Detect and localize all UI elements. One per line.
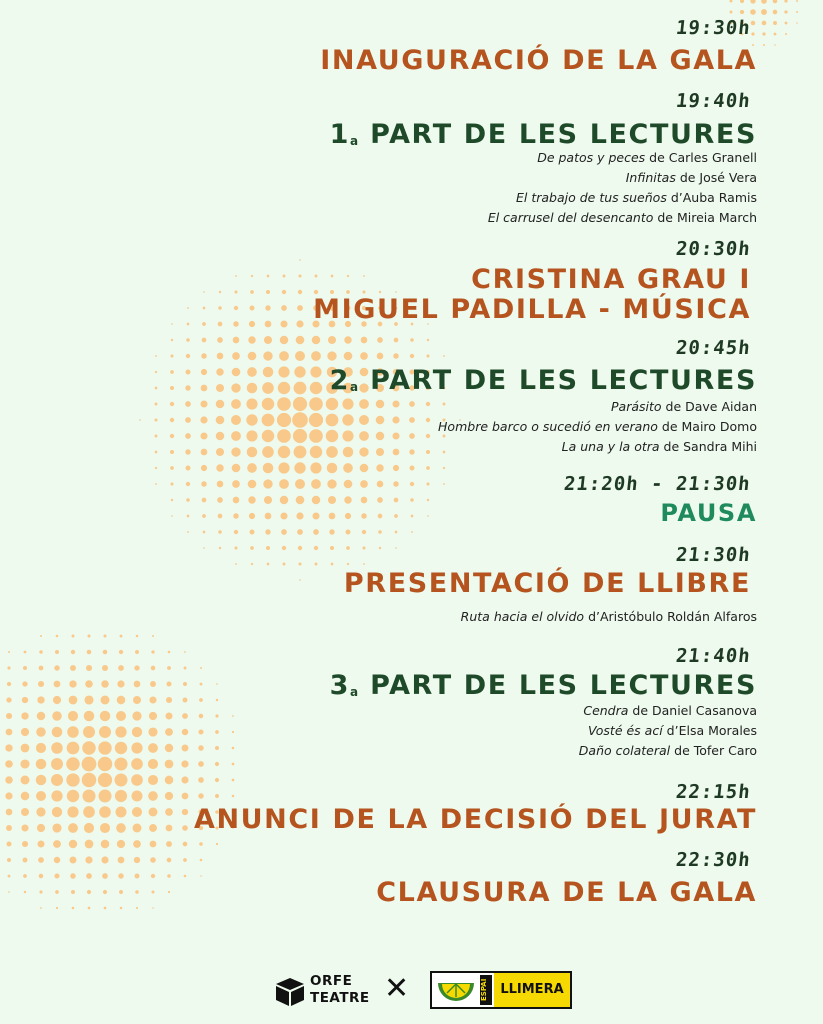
llimera-text: LLIMERA [494, 973, 570, 1007]
reading-item [461, 607, 757, 627]
heading-musica-line2: MIGUEL PADILLA - MÚSICA [313, 294, 751, 325]
reading-title: Parásito [611, 399, 662, 414]
reading-author: de Sandra Mihi [659, 439, 757, 454]
part-title: PART DE LES LECTURES [370, 119, 757, 150]
reading-title: Hombre barco o sucedió en verano [438, 419, 658, 434]
time-label: 21:20h - 21:30h [563, 473, 753, 495]
box-icon [273, 975, 307, 1009]
reading-author: d’Auba Ramis [666, 190, 757, 205]
time-label: 22:15h [675, 781, 753, 803]
reading-item [579, 721, 757, 741]
espai-text: ESPAI [480, 975, 492, 1005]
orfe-teatre-logo [310, 973, 370, 1007]
reading-title: Cendra [583, 703, 629, 718]
part-suffix: a [350, 685, 359, 699]
part-suffix: a [350, 380, 359, 394]
reading-author: de Tofer Caro [670, 743, 757, 758]
heading-pausa: PAUSA [660, 499, 757, 527]
reading-author: de Daniel Casanova [628, 703, 757, 718]
readings-list-3 [579, 701, 757, 761]
reading-item [488, 188, 757, 208]
reading-item [488, 148, 757, 168]
lemon-icon [434, 975, 478, 1005]
time-label: 19:40h [675, 90, 753, 112]
time-label: 20:45h [675, 337, 753, 359]
reading-title: De patos y peces [537, 150, 646, 165]
reading-item [488, 168, 757, 188]
readings-list-1 [488, 148, 757, 228]
reading-item [438, 437, 757, 457]
readings-list-book [461, 607, 757, 627]
reading-item [579, 741, 757, 761]
part-suffix: a [350, 134, 359, 148]
reading-item [488, 208, 757, 228]
reading-author: d’Elsa Morales [662, 723, 757, 738]
teatre-text: TEATRE [310, 990, 370, 1006]
reading-item [438, 417, 757, 437]
reading-author: de Mireia March [653, 210, 757, 225]
time-label: 22:30h [675, 849, 753, 871]
reading-title: El trabajo de tus sueños [515, 190, 667, 205]
espai-llimera-logo [430, 971, 572, 1009]
heading-part-2 [330, 367, 757, 394]
part-title: PART DE LES LECTURES [370, 365, 757, 396]
footer-logos [0, 965, 823, 1015]
time-label: 20:30h [675, 238, 753, 260]
reading-title: El carrusel del desencanto [487, 210, 654, 225]
heading-anunci: ANUNCI DE LA DECISIÓ DEL JURAT [193, 804, 757, 835]
part-number: 3 [329, 670, 351, 701]
part-title: PART DE LES LECTURES [370, 670, 757, 701]
reading-item [438, 397, 757, 417]
reading-author: d’Aristóbulo Roldán Alfaros [584, 609, 757, 624]
part-number: 2 [329, 365, 351, 396]
reading-author: de Dave Aidan [661, 399, 757, 414]
heading-part-3 [330, 672, 757, 699]
heading-presentacio: PRESENTACIÓ DE LLIBRE [343, 568, 751, 599]
orfe-text: ORFE [310, 973, 353, 989]
reading-item [579, 701, 757, 721]
time-label: 19:30h [675, 17, 753, 39]
heading-inauguracio: INAUGURACIÓ DE LA GALA [320, 45, 757, 76]
reading-author: de José Vera [675, 170, 757, 185]
time-label: 21:30h [675, 544, 753, 566]
reading-author: de Mairo Domo [657, 419, 757, 434]
readings-list-2 [438, 397, 757, 457]
reading-title: Daño colateral [578, 743, 671, 758]
time-label: 21:40h [675, 645, 753, 667]
reading-title: Ruta hacia el olvido [460, 609, 585, 624]
heading-part-1 [330, 121, 757, 148]
part-number: 1 [329, 119, 351, 150]
reading-title: Vosté és ací [587, 723, 663, 738]
reading-title: Infinitas [625, 170, 676, 185]
collab-separator: ✕ [384, 971, 410, 1006]
reading-author: de Carles Granell [645, 150, 757, 165]
heading-musica-line1: CRISTINA GRAU I [471, 264, 751, 295]
heading-clausura: CLAUSURA DE LA GALA [376, 877, 757, 908]
reading-title: La una y la otra [561, 439, 660, 454]
